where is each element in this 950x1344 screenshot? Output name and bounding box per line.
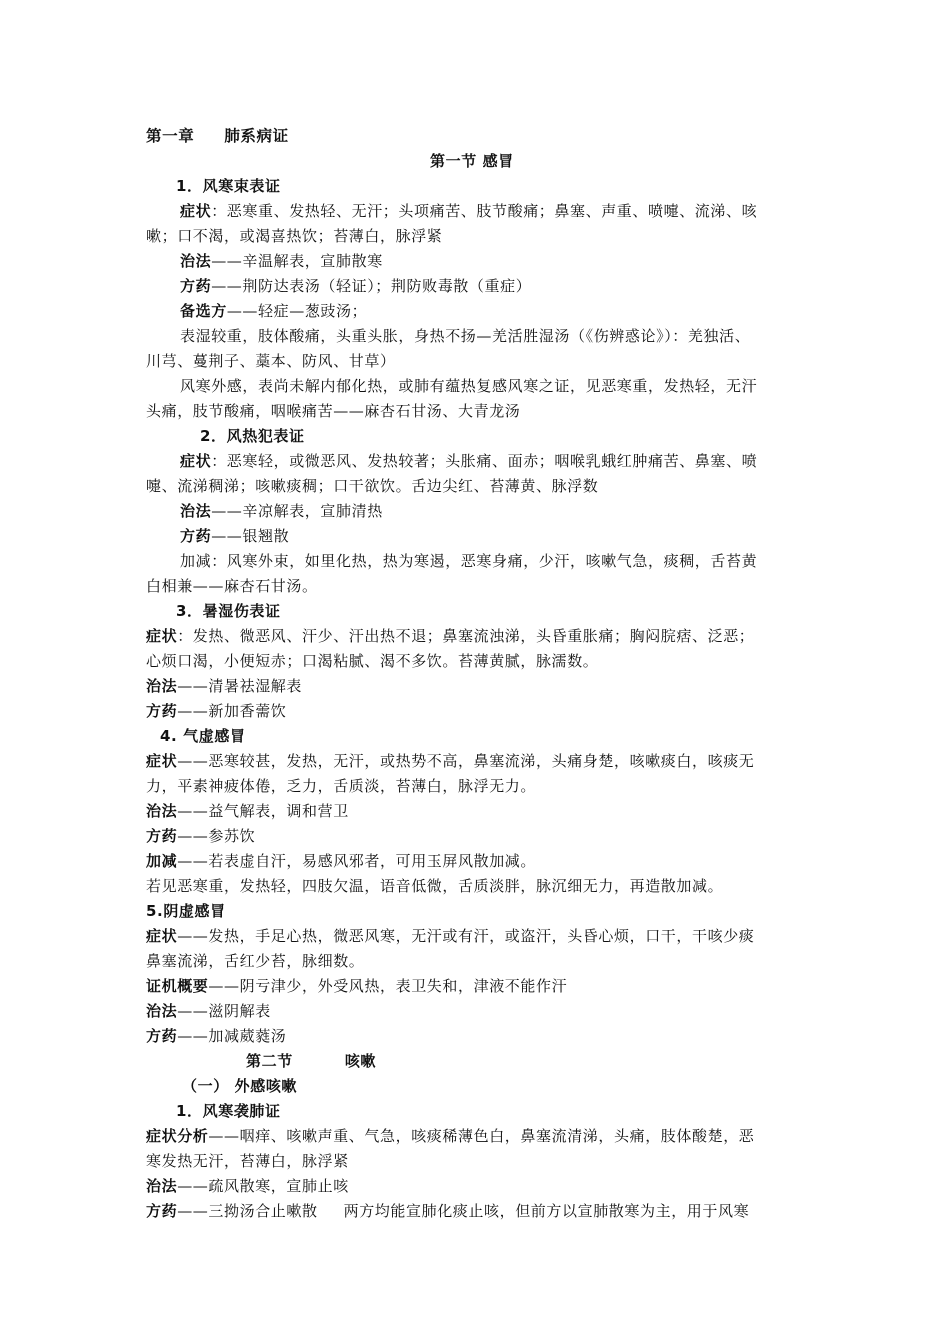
symptom-line <box>146 749 806 774</box>
text: ——荆防达表汤（轻证）；荆防败毒散（重症） <box>211 277 532 295</box>
item-heading: 4. 气虚感冒 <box>160 727 246 745</box>
label: 症状 <box>180 202 212 220</box>
paragraph-line: 头痛，肢节酸痛，咽喉痛苦——麻杏石甘汤、大青龙汤 <box>146 402 521 420</box>
text: ——辛凉解表，宣肺清热 <box>211 502 383 520</box>
label: 症状 <box>146 627 178 645</box>
text: ——参苏饮 <box>177 827 256 845</box>
chapter-title: 肺系病证 <box>224 127 289 145</box>
chapter-number: 第一章 <box>146 127 195 145</box>
text: ——滋阴解表 <box>177 1002 271 1020</box>
label: 症状分析 <box>146 1127 209 1145</box>
label: 方药 <box>146 1202 178 1220</box>
treatment-line <box>146 999 806 1024</box>
section-title: 咳嗽 <box>344 1052 377 1070</box>
label: 治法 <box>146 802 178 820</box>
section-number: 第二节 <box>246 1052 293 1070</box>
text: ——恶寒较甚，发热，无汗，或热势不高，鼻塞流涕，头痛身楚，咳嗽痰白，咳痰无 <box>177 752 755 770</box>
modification-line <box>146 849 806 874</box>
label: 方药 <box>146 702 178 720</box>
label: 治法 <box>146 1177 178 1195</box>
symptom-line: 力，平素神疲体倦，乏力，舌质淡，苔薄白，脉浮无力。 <box>146 777 537 795</box>
label: 方药 <box>146 1027 178 1045</box>
symptom-line: 鼻塞流涕，舌红少苔，脉细数。 <box>146 952 365 970</box>
symptom-line <box>180 199 806 224</box>
label: 治法 <box>146 677 178 695</box>
symptom-line <box>146 624 806 649</box>
paragraph-line: 若见恶寒重，发热轻，四肢欠温，语音低微，舌质淡胖，脉沉细无力，再造散加减。 <box>146 877 724 895</box>
text: ：恶寒重、发热轻、无汗；头项痛苦、肢节酸痛；鼻塞、声重、喷嚏、流涕、咳 <box>211 202 758 220</box>
text: ——阴亏津少，外受风热，表卫失和，津液不能作汗 <box>208 977 568 995</box>
paragraph-line: 白相兼——麻杏石甘汤。 <box>146 577 318 595</box>
text: ——咽痒、咳嗽声重、气急，咳痰稀薄色白，鼻塞流清涕，头痛，肢体酸楚，恶 <box>208 1127 755 1145</box>
label: 症状 <box>180 452 212 470</box>
text: ——益气解表，调和营卫 <box>177 802 349 820</box>
subsection-heading: （一） 外感咳嗽 <box>182 1077 298 1095</box>
symptom-line: 心烦口渴，小便短赤；口渴粘腻、渴不多饮。苔薄黄腻，脉濡数。 <box>146 652 599 670</box>
chapter-heading <box>146 124 806 149</box>
treatment-line <box>146 1174 806 1199</box>
text: ——辛温解表，宣肺散寒 <box>211 252 383 270</box>
text: ：发热、微恶风、汗少、汗出热不退；鼻塞流浊涕，头昏重胀痛；胸闷脘痞、泛恶； <box>177 627 755 645</box>
label: 方药 <box>180 277 212 295</box>
symptom-line <box>146 1124 806 1149</box>
text: ——若表虚自汗，易感风邪者，可用玉屏风散加减。 <box>177 852 537 870</box>
label: 治法 <box>146 1002 178 1020</box>
item-heading: 2．风热犯表证 <box>200 427 305 445</box>
text: ——新加香薷饮 <box>177 702 287 720</box>
paragraph-line: 表湿较重，肢体酸痛，头重头胀，身热不扬—羌活胜湿汤（《伤辨惑论》）：羌独活、 <box>180 327 751 345</box>
item-heading: 1．风寒袭肺证 <box>176 1102 281 1120</box>
text: ——轻症—葱豉汤； <box>226 302 368 320</box>
treatment-line <box>180 499 806 524</box>
symptom-line: 嚏、流涕稠涕；咳嗽痰稠；口干欲饮。舌边尖红、苔薄黄、脉浮数 <box>146 477 599 495</box>
label: 备选方 <box>180 302 227 320</box>
label: 方药 <box>146 827 178 845</box>
symptom-line <box>180 449 806 474</box>
prescription-line <box>146 824 806 849</box>
symptom-line <box>146 924 806 949</box>
label: 加减 <box>146 852 178 870</box>
treatment-line <box>146 674 806 699</box>
paragraph-line: 加减：风寒外束，如里化热，热为寒遏，恶寒身痛，少汗，咳嗽气急，痰稠，舌苔黄 <box>180 552 758 570</box>
label: 症状 <box>146 752 178 770</box>
prescription-note: 两方均能宣肺化痰止咳，但前方以宣肺散寒为主，用于风寒 <box>343 1202 750 1220</box>
item-heading: 3．暑湿伤表证 <box>176 602 281 620</box>
label: 治法 <box>180 252 212 270</box>
paragraph-line: 风寒外感，表尚未解内郁化热，或肺有蕴热复感风寒之证，见恶寒重，发热轻，无汗 <box>180 377 758 395</box>
item-heading: 5.阴虚感冒 <box>146 902 226 920</box>
prescription-line <box>180 274 806 299</box>
paragraph-line: 川芎、蔓荆子、藁本、防风、甘草） <box>146 352 396 370</box>
text: ——加减葳蕤汤 <box>177 1027 287 1045</box>
label: 证机概要 <box>146 977 209 995</box>
section-heading <box>246 1049 546 1074</box>
item-heading: 1．风寒束表证 <box>176 177 281 195</box>
section-heading: 第一节 感冒 <box>430 152 514 170</box>
prescription-line <box>146 1199 806 1224</box>
label: 方药 <box>180 527 212 545</box>
text: ——清暑祛湿解表 <box>177 677 303 695</box>
text: ——银翘散 <box>211 527 290 545</box>
alternate-prescription-line <box>180 299 806 324</box>
text: ——发热，手足心热，微恶风寒，无汗或有汗，或盗汗，头昏心烦，口干，干咳少痰 <box>177 927 755 945</box>
label: 治法 <box>180 502 212 520</box>
label: 症状 <box>146 927 178 945</box>
symptom-line: 嗽；口不渴，或渴喜热饮；苔薄白，脉浮紧 <box>146 227 443 245</box>
text: ：恶寒轻，或微恶风、发热较著；头胀痛、面赤；咽喉乳蛾红肿痛苦、鼻塞、喷 <box>211 452 758 470</box>
prescription-line <box>180 524 806 549</box>
text: ——疏风散寒，宣肺止咳 <box>177 1177 349 1195</box>
prescription-line <box>146 699 806 724</box>
prescription-line <box>146 1024 806 1049</box>
symptom-line: 寒发热无汗，苔薄白，脉浮紧 <box>146 1152 349 1170</box>
pathogenesis-line <box>146 974 806 999</box>
text: ——三拗汤合止嗽散 <box>177 1202 318 1220</box>
treatment-line <box>146 799 806 824</box>
treatment-line <box>180 249 806 274</box>
